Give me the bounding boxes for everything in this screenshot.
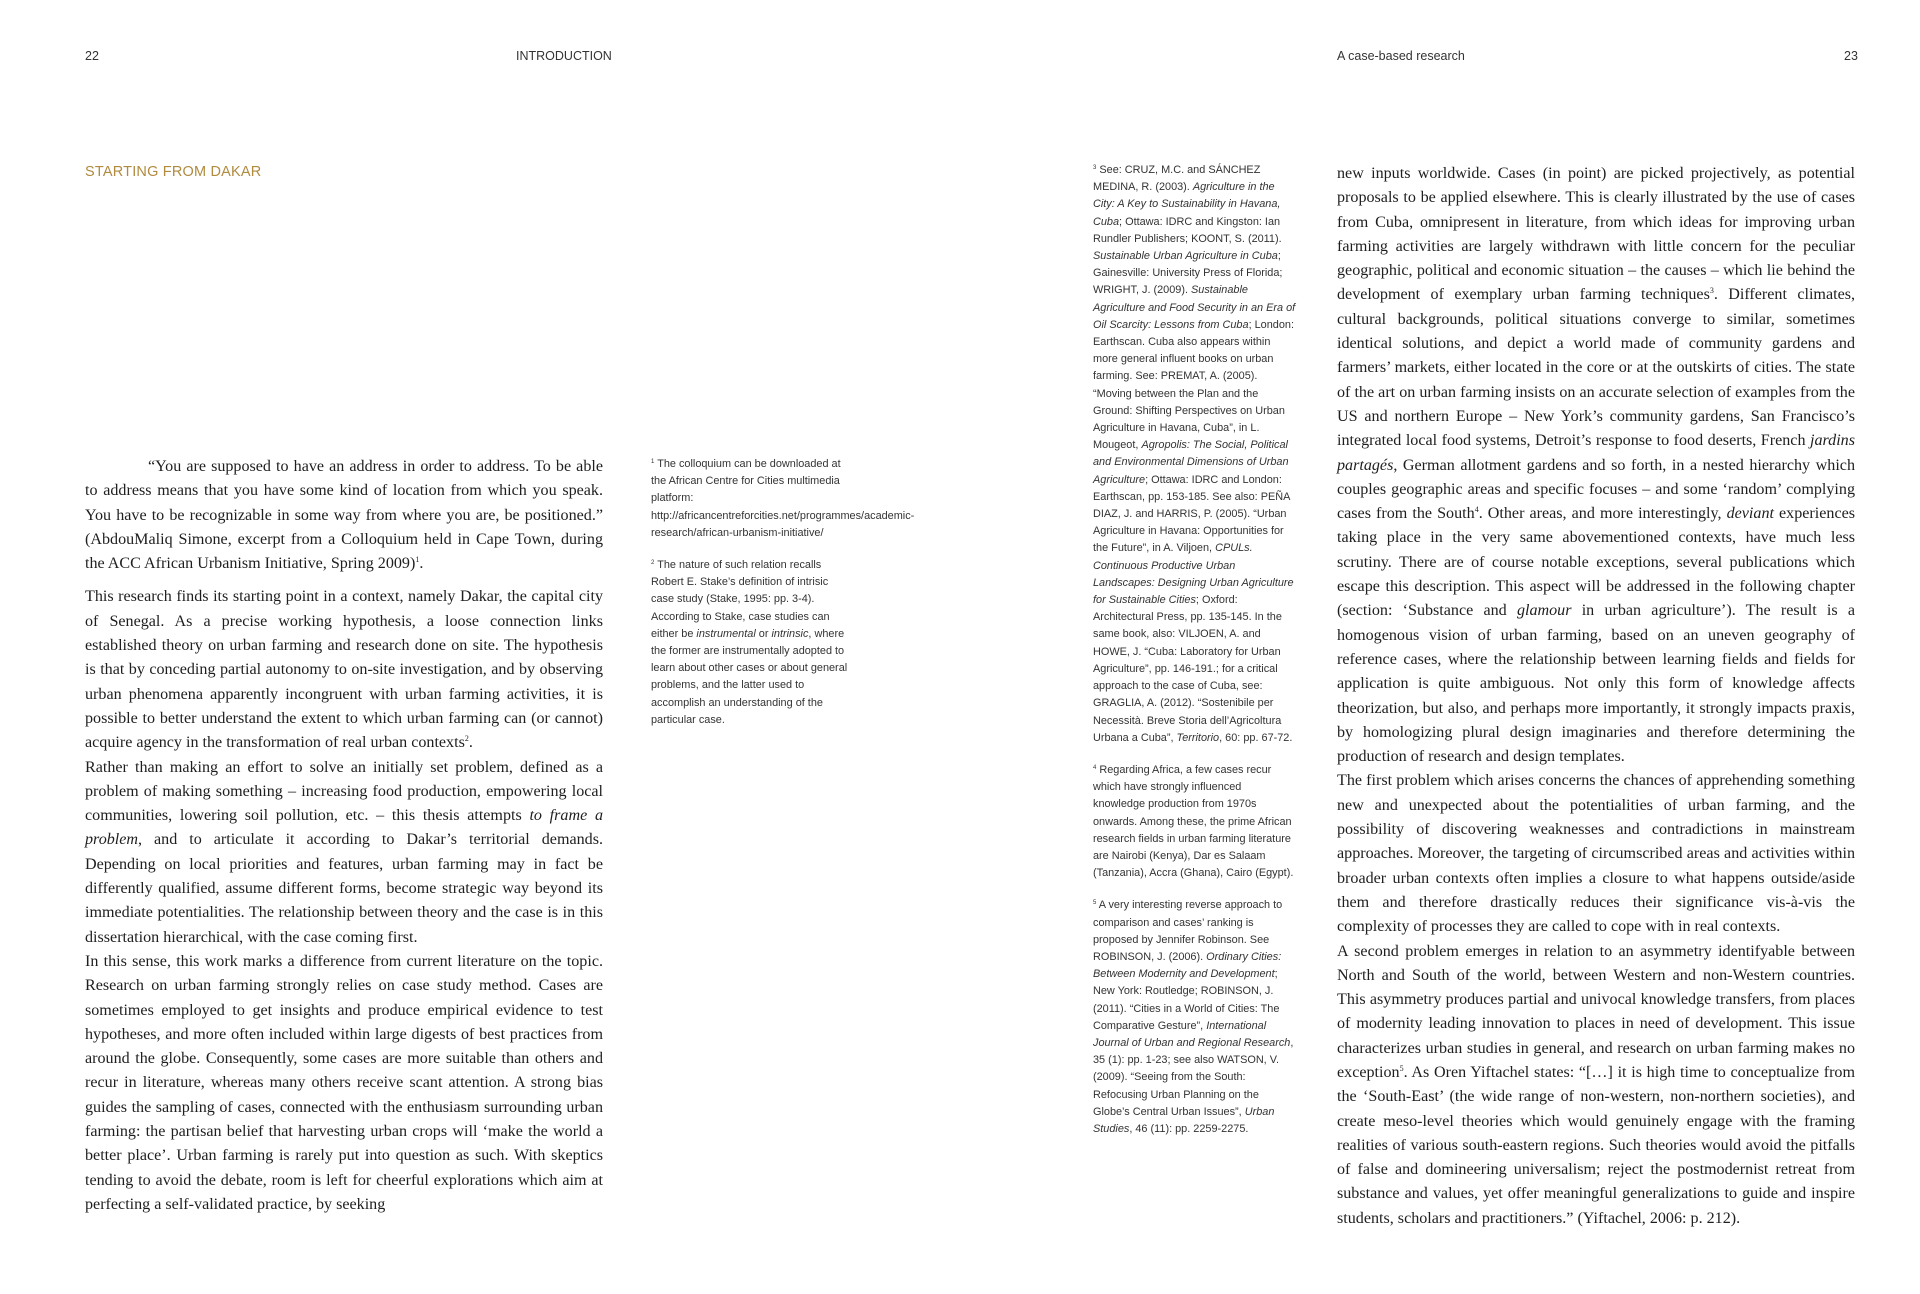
footnote-1: $^1$ The colloquium can be downloaded at the African Centre for Cities multimedia platform: http://africancentreforcities.net/programmes/academic-research/african-urbanism-initiative/	[651, 458, 915, 539]
body-paragraph-3: In this sense, this work marks a difference from current literature on the topic. Research on urban farming strongly relies on case study method. Cases are sometimes employed to get insights and produce empirical evidence to test hypotheses, and more often included within large digests of best practices from around the globe. Consequently, some cases are more suitable than others and recur in literature, whereas many others receive scant attention. A strong bias guides the sampling of cases, connected with the enthusiasm surrounding urban farming: the partisan belief that harvesting urban crops will ‘make the world a better place’. Urban farming is rarely put into question as such. With skeptics tending to avoid the debate, room is left for cheerful explorations which aim at perfecting a self-validated practice, by seeking	[85, 952, 603, 1213]
footnote-4: $^4$ Regarding Africa, a few cases recur which have strongly influenced knowledge production from 1970s onwards. Among these, the prime African research fields in urban farming literature are Nairobi (Kenya), Dar es Salaam (Tanzania), Accra (Ghana), Cairo (Egypt).	[1093, 763, 1294, 880]
right-page-number: 23	[1844, 49, 1858, 63]
footnote-mark-2: 2	[464, 734, 469, 744]
footnote-2: $^2$ The nature of such relation recalls Robert E. Stake’s definition of intrisic case study (Stake, 1995: pp. 3-4). According to Stake, case studies can either be instrumental or intrinsic, where the former are instrumentally adopted to learn about other cases or about general problems, and the latter used to accomplish an understanding of the particular case.	[651, 559, 848, 726]
body-paragraph-2: Rather than making an effort to solve an initially set problem, defined as a problem of making something – increasing food production, empowering local communities, lowering soil pollution, etc. – this thesis attempts to frame a problem, and to articulate it according to Dakar’s territorial demands. Depending on local priorities and features, urban farming may in fact be differently qualified, assume different forms, become strategic way beyond its immediate potentialities. The relationship between theory and the case is in this dissertation hierarchical, with the case coming first.	[85, 758, 603, 946]
right-footnotes	[1093, 162, 1296, 1153]
left-body-column	[85, 455, 603, 1217]
left-footnotes	[651, 456, 915, 744]
right-body-paragraph-3: A second problem emerges in relation to an asymmetry identifyable between North and South of the world, between Western and non-Western countries. This asymmetry produces partial and univocal knowledge transfers, from places of modernity leading innovation to places in need of development. This issue characterizes urban studies in general, and research on urban farming makes no exception$^5$. As Oren Yiftachel states: “[…] it is high time to conceptualize from the ‘South-East’ (the wide range of non-western, non-northern societies), and create meso-level theories which would genuinely engage with the framing realities of various south-eastern regions. Such theories would avoid the pitfalls of false and domineering universalism; reject the postmodernist retreat from substance and values, yet offer meaningful generalizations to guide and inspire students, scholars and practitioners.” (Yiftachel, 2006: p. 212).	[1337, 942, 1855, 1227]
left-running-header: INTRODUCTION	[516, 49, 612, 63]
right-body-paragraph-1: new inputs worldwide. Cases (in point) are picked projectively, as potential proposals to be applied elsewhere. This is clearly illustrated by the use of cases from Cuba, omnipresent in literature, from which ideas for improving urban farming activities are largely withdrawn with little concern for the peculiar geographic, political and economic situation – the causes – which lie behind the development of exemplary urban farming techniques$^3$. Different climates, cultural backgrounds, political situations converge to similar, sometimes identical solutions, and depict a world made of community gardens and farmers’ markets, either located in the core or at the outskirts of cities. The state of the art on urban farming insists on an accurate selection of examples from the US and northern Europe – New York’s community gardens, San Francisco’s integrated local food systems, Detroit’s response to food deserts, French jardins partagés, German allotment gardens and so forth, in a nested hierarchy which couples geographic areas and specific focuses – and some ‘random’ complying cases from the South$^4$. Other areas, and more interestingly, deviant experiences taking place in the very same abovementioned contexts, have much less scrutiny. There are of course notable exceptions, several publications which escape this description. This aspect will be addressed in the following chapter (section: ‘Substance and glamour in urban agriculture’). The result is a homogenous vision of urban farming, based on an uneven geography of reference cases, where the relationship between learning fields and fields for application is quite ambiguous. Not only this form of knowledge affects theorization, but also, and perhaps more importantly, it strongly impacts praxis, by homologizing plural design imaginaries and therefore determining the production of research and design templates.	[1337, 165, 1855, 766]
footnote-mark-3: 3	[1709, 286, 1714, 296]
right-running-header: A case-based research	[1337, 49, 1465, 63]
footnote-mark-1: 1	[415, 555, 420, 565]
right-body-column	[1337, 162, 1855, 1231]
left-page-number: 22	[85, 49, 99, 63]
footnote-mark-4: 4	[1474, 505, 1479, 515]
opening-quote: “You are supposed to have an address in order to address. To be able to address means that you have some kind of location from which you speak. You have to be recognizable in some way from where you are, be positioned.” (AbdouMaliq Simone, excerpt from a Colloquium held in Cape Town, during the ACC African Urbanism Initiative, Spring 2009)$^1$.	[85, 458, 603, 573]
right-body-paragraph-2: The first problem which arises concerns the chances of apprehending something new and unexpected about the potentialities of urban farming, and the possibility of discovering weaknesses and contradictions in mainstream approaches. Moreover, the targeting of circumscribed areas and activities within broader urban contexts often implies a closure to what happens outside/aside them and therefore drastically reduces their significance vis-à-vis the complexity of processes they are called to cope with in real contexts.	[1337, 772, 1855, 936]
section-title: STARTING FROM DAKAR	[85, 164, 262, 180]
body-paragraph-1: This research finds its starting point in a context, namely Dakar, the capital city of Senegal. As a precise working hypothesis, a loose connection links established theory on urban farming and research done on site. The hypothesis is that by conceding partial autonomy to on-site investigation, and by observing urban phenomena apparently incongruent with urban farming activities, it is possible to better understand the extent to which urban farming can (or cannot) acquire agency in the transformation of real urban contexts$^2$.	[85, 588, 603, 752]
footnote-5: $^5$ A very interesting reverse approach to comparison and cases’ ranking is proposed by Jennifer Robinson. See ROBINSON, J. (2006). Ordinary Cities: Between Modernity and Development; New York: Routledge; ROBINSON, J. (2011). “Cities in a World of Cities: The Comparative Gesture”, International Journal of Urban and Regional Research, 35 (1): pp. 1-23; see also WATSON, V. (2009). “Seeing from the South: Refocusing Urban Planning on the Globe’s Central Urban Issues”, Urban Studies, 46 (11): pp. 2259-2275.	[1093, 899, 1294, 1135]
footnote-mark-5: 5	[1399, 1063, 1404, 1073]
footnote-3: $^3$ See: CRUZ, M.C. and SÁNCHEZ MEDINA, R. (2003). Agriculture in the City: A Key to Sustainability in Havana, Cuba; Ottawa: IDRC and Kingston: Ian Rundler Publishers; KOONT, S. (2011). Sustainable Urban Agriculture in Cuba; Gainesville: University Press of Florida; WRIGHT, J. (2009). Sustainable Agriculture and Food Security in an Era of Oil Scarcity: Lessons from Cuba; London: Earthscan. Cuba also appears within more general influent books on urban farming. See: PREMAT, A. (2005). “Moving between the Plan and the Ground: Shifting Perspectives on Urban Agriculture in Havana, Cuba”, in L. Mougeot, Agropolis: The Social, Political and Environmental Dimensions of Urban Agriculture; Ottawa: IDRC and London: Earthscan, pp. 153-185. See also: PEÑA DIAZ, J. and HARRIS, P. (2005). “Urban Agriculture in Havana: Opportunities for the Future”, in A. Viljoen, CPULs. Continuous Productive Urban Landscapes: Designing Urban Agriculture for Sustainable Cities; Oxford: Architectural Press, pp. 135-145. In the same book, also: VILJOEN, A. and HOWE, J. “Cuba: Laboratory for Urban Agriculture”, pp. 146-191.; for a critical approach to the case of Cuba, see: GRAGLIA, A. (2012). “Sostenibile per Necessità. Breve Storia dell’Agricoltura Urbana a Cuba”, Territorio, 60: pp. 67-72.	[1093, 164, 1296, 744]
